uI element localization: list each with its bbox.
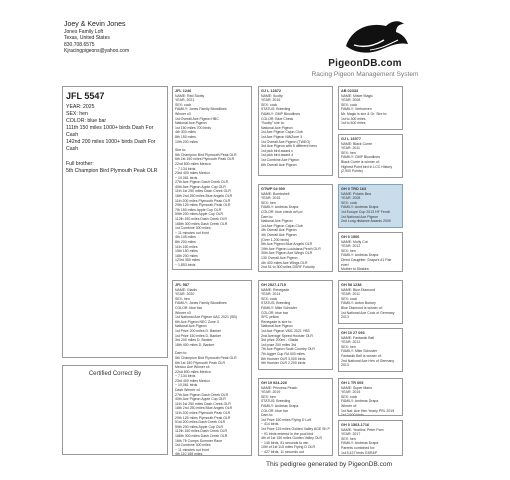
pedigree-line: 4th 300 miles	[175, 130, 196, 135]
pedigree-line: ~ 7,134 birds	[175, 374, 196, 379]
subject-year: YEAR: 2025	[66, 104, 95, 110]
pedigree-line: 112th 150 miles Dash Creek OLR	[175, 217, 228, 222]
pedigree-line: 1st to 500 miles	[341, 121, 366, 126]
pedigree-line: YEAR: 2021	[175, 98, 195, 103]
ggp-card	[338, 134, 403, 178]
pedigree-line: ~ 427 birds, 11 seconds out	[261, 449, 304, 454]
pedigree-line: 1st Prize 150 miles Flying D Loft	[261, 417, 312, 422]
pedigree-line: STATUS: Breeding	[261, 301, 291, 306]
subject-sibling-result: 5th Champion Bird Plymouth Peak OLR	[66, 168, 158, 174]
pedigree-line: 27th Ace Pigeon Dash Creek OLR	[175, 180, 229, 185]
pedigree-line: 1st National Ace Cock of Germany 2013	[341, 310, 395, 320]
pedigree-line: 1st prize 200 miles 3rd	[261, 342, 297, 347]
pedigree-line: YEAR: 2012	[341, 244, 361, 249]
pigeon-logo-icon	[340, 16, 412, 58]
pedigree-line: Mother to Shakira	[341, 267, 369, 272]
pedigree-line: 22nd 800 miles Mexico	[175, 161, 211, 166]
pedigree-line: 11th 150 miles	[175, 244, 198, 249]
band-number: JFL 587	[175, 283, 190, 287]
pedigree-line: SEX: hen	[261, 394, 276, 399]
pedigree-line: Winner of:	[341, 403, 357, 408]
pedigree-line: Winner x3	[175, 310, 191, 315]
pedigree-line: Dam to:	[261, 413, 274, 418]
pedigree-line: ~ 11 minutes out front	[175, 230, 209, 235]
pedigree-line: FAMILY: Andreas Drapa	[261, 205, 299, 210]
owner-loft: Jones Family Loft	[64, 29, 104, 35]
sire-card	[172, 86, 252, 270]
certification-label: Certified Correct By	[88, 371, 142, 377]
pedigree-line: COLOR: blue bar	[261, 310, 289, 315]
pedigree-line: 9th Hoosier OLR 2,200 birds	[261, 361, 306, 366]
brand-name: PigeonDB.com	[328, 58, 402, 69]
pedigree-line: 4th of 1st 150 miles Golden Valley OLR	[261, 436, 323, 441]
pedigree-line: 1st 2,600 birds	[341, 413, 364, 416]
pedigree-line: NAME: Mister Magic	[341, 93, 373, 98]
pedigree-line: 3rd 200 miles D. Banker	[175, 338, 213, 343]
pedigree-line: 2nd Average Speed Hoosier OLR	[261, 333, 313, 338]
pedigree-line: 40th Ace Pigeon Apple Cup OLR	[175, 397, 226, 402]
pedigree-line: NAME: Red Scotty	[175, 93, 205, 98]
pedigree-line: 1st Ace Pigeon VMC 2021 YBS	[261, 328, 310, 333]
pedigree-line: FAMILY: Andreas Drapa	[341, 253, 379, 258]
pedigree-line: 123rd 350 miles	[175, 258, 200, 263]
pedigree-line: 4th Overall Ace Pigeon	[261, 228, 297, 233]
pedigree-line: 5th Champion Bird Plymouth Peak OLR	[175, 355, 237, 360]
pedigree-line: 1st Nat. Ace Hen Yearly PRL 2015	[341, 408, 395, 413]
pedigree-line: YEAR: 2015	[261, 196, 281, 201]
pedigree-line: ~ 91 birds entered in the pool bird	[261, 431, 314, 436]
band-number: JFL 1246	[175, 89, 192, 93]
pedigree-line: Mr. Magic is sire & Gr. Sire to:	[341, 111, 388, 116]
ggp-card	[338, 420, 403, 456]
pedigree-line: COLOR: blue bar	[175, 305, 203, 310]
brand-tagline: Racing Pigeon Management System	[311, 71, 419, 78]
pedigree-line: National Ace Pigeon	[261, 125, 293, 130]
pedigree-line: SEX: cock	[341, 200, 358, 205]
pedigree-line: 1st Combine Ace Pigeon	[261, 157, 300, 162]
pedigree-line: YEAR: 2012	[341, 340, 361, 345]
pedigree-line: SEX: hen	[261, 200, 276, 205]
band-number: GJ L 16977	[341, 137, 361, 141]
pedigree-line: FAMILY: Mike Schuster	[261, 305, 298, 310]
pedigree-line: 16th 76 Comps Summer Race	[175, 438, 223, 443]
pedigree-line: YEAR: 2011	[341, 146, 361, 151]
pedigree-line: "Scotty" sire to:	[261, 121, 285, 126]
ggp-card	[338, 86, 403, 130]
pedigree-line: Blue Diamond is winner of:	[341, 305, 383, 310]
certification-box	[62, 365, 168, 455]
pedigree-line: SEX: hen	[341, 150, 356, 155]
band-number: GH 19 924-226	[261, 381, 287, 385]
pedigree-line: ~ 145 birds, 81 seconds to win	[261, 440, 309, 445]
pedigree-line: 6th Overall Ace Pigeon	[261, 162, 297, 167]
pedigree-line: SEX: hen	[341, 344, 356, 349]
sire-dam-card	[258, 184, 333, 272]
owner-block	[64, 20, 129, 55]
pedigree-line: 3rd Ace Pigeon with 5 different hens	[261, 144, 317, 149]
pedigree-line: 7th Ace Pigeon Scott Country OLR	[261, 347, 315, 352]
pedigree-line: 1st Prize 125 miles Golden Valley AGE Sh P	[261, 426, 330, 431]
pedigree-line: FAMILY: Mike Schuster	[341, 349, 378, 354]
pedigree-line: NAME: Bombshell	[261, 191, 290, 196]
pedigree-line: 10th 200 miles	[175, 139, 198, 144]
subject-sex: SEX: hen	[66, 111, 88, 117]
pedigree-line: 4th 145 miles	[175, 235, 196, 240]
pedigree-line: 19th Ace Pigeon Louisiana Perch OLR	[261, 246, 321, 251]
pedigree-line: NAME: Molly Cut	[341, 239, 368, 244]
pedigree-line: YEAR: 2011	[341, 292, 361, 297]
band-number: GTWP 04 900	[261, 187, 285, 191]
pedigree-line: SEX: cock	[175, 102, 192, 107]
pedigree-line: NAME: Princess Peach	[261, 385, 298, 390]
footer-credit: This pedigree generated by PigeonDB.com	[266, 461, 393, 468]
dam-card	[172, 280, 252, 456]
pedigree-line: SEX: hen	[341, 436, 356, 441]
pedigree-line: ~ 10,061 birds	[175, 175, 198, 180]
pedigree-line: NAME: Renegade	[261, 287, 290, 292]
pedigree-line: 23rd 400 miles Mexico	[175, 378, 211, 383]
pedigree-line: 1st to 300 miles	[341, 116, 366, 121]
pedigree-line: Parents combined for:	[341, 445, 376, 450]
pedigree-line: 40th Ace Pigeon Apple Cup OLR	[175, 184, 226, 189]
pedigree-line: NAME: Polaris Bea	[341, 191, 371, 196]
ggp-card	[338, 232, 403, 272]
subject-result: 111th 150 miles 1000+ birds Dash For Cash	[66, 125, 154, 138]
pedigree-line: 2nd 51 to 300 miles DSRF Futurity	[261, 265, 315, 270]
ggp-card	[338, 328, 403, 372]
pedigree-line: SEX: hen	[175, 296, 190, 301]
pedigree-line: 18th 400 miles D. Banker	[175, 342, 215, 347]
band-number: GH 10 27 093	[341, 331, 365, 335]
pedigree-line: 6th 1st 150 miles Plymouth Peak OLR	[175, 157, 235, 162]
pedigree-line: 168th 300 miles Dash Creek OLR	[175, 221, 228, 226]
pedigree-line: 6th Ace Pigeon NEC Zone 3	[175, 319, 219, 324]
pedigree-line: 4th 400 miles Ace Wings OLR	[261, 260, 308, 265]
pedigree-line: SEX: cock	[261, 102, 278, 107]
pedigree-line: 1st National Ace Pigeon	[341, 214, 379, 219]
owner-phone: 830.708.6575	[64, 41, 95, 48]
pedigree-line: COLOR: blue bar	[261, 408, 289, 413]
pedigree-line: 1st National Ace Pigeon AAC 2021 (SB)	[175, 315, 237, 320]
dam-sire-card	[258, 280, 333, 370]
pedigree-line: YEAR: 2008	[341, 196, 361, 201]
pedigree-line: ~ 11 minutes out front	[175, 447, 209, 452]
pedigree-line: ~ 1,853 birds	[175, 262, 196, 267]
pedigree-line: NAME: Fantastic Bell	[341, 335, 375, 340]
band-number: GH 1 TR 605	[341, 381, 364, 385]
pedigree-line: NAME: Super Mario	[341, 385, 373, 390]
pedigree-line: ~ 414 birds	[261, 422, 279, 427]
ggp-card-highlighted	[338, 184, 403, 228]
pedigree-line: 27th Ace Pigeon Dash Creek OLR	[175, 392, 229, 397]
pedigree-line: 8th 200 miles	[175, 240, 196, 244]
owner-name: Joey & Kevin Jones	[64, 21, 126, 28]
pedigree-line: YEAR: 2019	[261, 390, 281, 395]
pedigree-line: YEAR: 2020	[175, 292, 195, 297]
pedigree-line: 29th 125 miles Plymouth Peak OLR	[175, 415, 231, 420]
pedigree-line: 5th Ace Pigeon Blue Angels OLR	[261, 242, 313, 247]
pedigree-line: NAME: Black Currie	[341, 141, 373, 146]
band-number: GH 0 1503-1716	[341, 423, 370, 427]
pedigree-line: Mexico Ace Winner x4	[175, 365, 210, 370]
pedigree-line: 22nd 800 miles Mexico	[175, 369, 211, 374]
pedigree-line: FAMILY: Andreas Drapa	[341, 441, 379, 446]
pedigree-line: 23rd 400 miles Mexico	[175, 171, 211, 176]
pedigree-line: 16th 2nd 250 miles Blue Angels OLR	[175, 406, 233, 411]
ggp-card	[338, 378, 403, 416]
pedigree-line: NAME: Blue Diamond	[341, 287, 376, 292]
pedigree-line: FAMILY: Andreas Drapa	[341, 205, 379, 210]
subject-color: COLOR: blue bar	[66, 118, 107, 124]
pedigree-line: 11th 200 miles Plymouth Peak OLR	[175, 198, 231, 203]
pedigree-line: 1st 150 miles 700 birds	[175, 125, 211, 130]
pedigree-line: Fantastic Bell is winner of:	[341, 353, 382, 358]
pedigree-line: 8th Hoosier OLR 3,000 birds	[261, 356, 306, 361]
pedigree-line: FAMILY: GMP Bloodlines	[261, 111, 300, 116]
pedigree-line: National Ace Pigeon	[175, 121, 207, 126]
band-number: GH 0 TRD 163	[341, 187, 367, 191]
pedigree-line: ~ 10,061 birds	[175, 383, 198, 388]
pedigree-line: National Ace Pigeon	[261, 324, 293, 329]
pedigree-line: SEX: cock	[341, 296, 358, 301]
pedigree-line: ~ 7,134 birds	[175, 166, 196, 171]
pedigree-line: FAMILY: Anton Burkey	[341, 301, 376, 306]
owner-location: Texas, United States	[64, 35, 110, 42]
pedigree-line: Renegade is sire to:	[261, 319, 293, 324]
pedigree-line: 11th 1st 250 miles Dash Creek OLR	[175, 189, 231, 194]
pedigree-line: STATUS: Breeding	[261, 107, 291, 112]
pedigree-line: SPC yellow	[261, 315, 279, 320]
pedigree-line: NAME: Yearlins' Peter Pam	[341, 427, 384, 432]
pedigree-line: 11th 200 miles Plymouth Peak OLR	[175, 411, 231, 416]
subject-result: 142nd 200 miles 1000+ birds Dash For Cash	[66, 139, 156, 152]
pedigree-line: 1st 5,427 birds GSR&P	[341, 450, 378, 455]
pedigree-line: YEAR: 2015	[341, 390, 361, 395]
pedigree-line: 1st pick bird award 4	[261, 153, 294, 158]
pedigree-line: National Ace Pigeon	[261, 219, 293, 224]
pedigree-line: (Over 1,200 birds)	[261, 237, 290, 242]
pedigree-line: 59th 200 miles Apple Cup OLR	[175, 424, 224, 429]
band-number: GH 0 1506	[341, 235, 360, 239]
pedigree-line: SEX: cock	[261, 296, 278, 301]
pedigree-line: 11th 1st 250 miles Dash Creek OLR	[175, 401, 231, 406]
pedigree-line: 2nd National Ace Hen of Germany 2013	[341, 358, 395, 368]
pedigree-line: FAMILY: Jones Family Bloodlines	[175, 107, 227, 112]
pedigree-line: 130 Overall Ace Pigeon	[261, 255, 298, 260]
pedigree-line: STATUS: Breeding	[261, 399, 291, 404]
sire-sire-card	[258, 86, 333, 176]
pedigree-line: 29th 125 miles Plymouth Peak OLR	[175, 203, 231, 208]
band-number: GH 2527-1719	[261, 283, 286, 287]
pedigree-line: Direct Daughter: Drapa's #1 Pair ever!	[341, 257, 392, 267]
pedigree-line: YEAR: 2017	[341, 432, 361, 437]
pedigree-line: 1st Ace Pigeon Cajun Club	[261, 223, 303, 228]
pedigree-line: 51st 200 miles Dash Creek OLR	[175, 420, 226, 425]
pedigree-line: 4th Overall Ace Pigeon	[261, 232, 297, 237]
pedigree-line: Winner x3	[175, 111, 191, 116]
band-number: GH 58 1238	[341, 283, 362, 287]
pedigree-line: Black Currie is winner of:	[341, 159, 380, 164]
pedigree-line: COLOR: blue check w/f pd	[261, 209, 303, 214]
ggp-card	[338, 280, 403, 324]
pedigree-line	[261, 455, 330, 457]
pedigree-line: FAMILY: Verhoeven	[341, 107, 372, 112]
pedigree-line: 1st Overall Ace Pigeon HBC	[175, 116, 219, 121]
pedigree-line: 168th 300 miles Dash Creek OLR	[175, 434, 228, 438]
pedigree-line: YEAR: 2014	[261, 292, 281, 297]
pedigree-line: SEX: hen	[341, 248, 356, 253]
pedigree-line: 16th 2nd 250 miles Blue Angels OLR	[175, 194, 233, 199]
pedigree-line: 10th of 1st 115 miles Flying D OLR	[261, 445, 316, 450]
pedigree-line: FAMILY: GMP Bloodlines	[341, 155, 380, 160]
pedigree-line: YEAR: 2016	[261, 98, 281, 103]
pedigree-line: 1st Overall Ace Pigeon (TWEO)	[261, 139, 311, 144]
pedigree-line: National Ace Pigeon	[175, 324, 207, 329]
pedigree-line: FAMILY: Andreas Drapa	[261, 403, 299, 408]
pedigree-line: 5th Champion Bird Plymouth Peak OLR	[175, 152, 237, 157]
pedigree-line: Highest Point bird in LCC History	[341, 164, 393, 169]
pedigree-line: 6th 1st 150 Plymouth Peak OLR	[175, 360, 225, 365]
pedigree-line: Sire to:	[175, 148, 187, 153]
pedigree-line: Dam to:	[175, 351, 188, 356]
pedigree-line: 1st Combine 300 miles	[175, 443, 211, 448]
subject-sibling-label: Full brother:	[66, 161, 94, 167]
pedigree-line: SEX: cock	[341, 394, 358, 399]
pedigree-line: 112th 150 miles Dash Creek OLR	[175, 429, 228, 434]
pedigree-line	[341, 455, 400, 456]
pedigree-line: 7th Agger Cup Rd 400 miles	[261, 351, 305, 356]
pedigree-line: 16th 200 miles	[175, 253, 198, 258]
pedigree-line: 7th 150 miles Apple Cup OLR	[175, 207, 222, 212]
pedigree-line: SEX: cock	[341, 102, 358, 107]
subject-bird-card	[62, 86, 168, 358]
pedigree-line: 30th Ace Pigeon Ace Wings OLR	[261, 251, 313, 256]
pedigree-line: 1st pick bird award x	[261, 148, 293, 153]
pedigree-line: 15th 150 miles	[175, 249, 198, 254]
owner-email: Kjracingpigeons@yahoo.com	[64, 48, 130, 55]
pedigree-line: FAMILY: Jones Family Bloodlines	[175, 301, 227, 306]
band-number: AB 02333	[341, 89, 359, 93]
pedigree-line: 1st Europe Cup 2013 HF Fendt	[341, 209, 390, 214]
pedigree-line: 1st Prize 150 miles D. Banker	[175, 333, 222, 338]
pedigree-line: 1st Ace Pigeon Cajun Club	[261, 130, 303, 135]
pedigree-line: 4th 110 189 miles	[175, 452, 203, 456]
pedigree-line: 2nd Long distance Awards 2009	[341, 219, 391, 224]
pedigree-line: COLOR: Blue Check	[261, 116, 294, 121]
pedigree-line: 1st Ace Pigeon NWZone 3	[261, 134, 303, 139]
band-number: GJ L 12872	[261, 89, 281, 93]
pedigree-line: (2,900 Points)	[341, 169, 363, 174]
pedigree-line: 59th 200 miles Apple Cup OLR	[175, 212, 224, 217]
subject-band-number: JFL 5547	[66, 91, 105, 101]
pedigree-line: 1st Combine 300 miles	[175, 226, 211, 231]
pedigree-line: NAME: Scotty	[261, 93, 283, 98]
pedigree-line: YEAR: 2008	[341, 98, 361, 103]
pedigree-line: FAMILY: Andreas Drapa	[341, 399, 379, 404]
pedigree-line: Dam to:	[261, 214, 274, 219]
pedigree-line: 1st Prize 200 miles D. Banker	[175, 328, 222, 333]
pedigree-line: 8th 150 miles	[175, 134, 196, 139]
pedigree-line: Dash Winner x4	[175, 388, 200, 393]
pedigree-line: NAME: Gladis	[175, 287, 197, 292]
pedigree-line: 3rd prize 200mi - Gladis	[261, 338, 299, 343]
dam-dam-card	[258, 378, 333, 456]
